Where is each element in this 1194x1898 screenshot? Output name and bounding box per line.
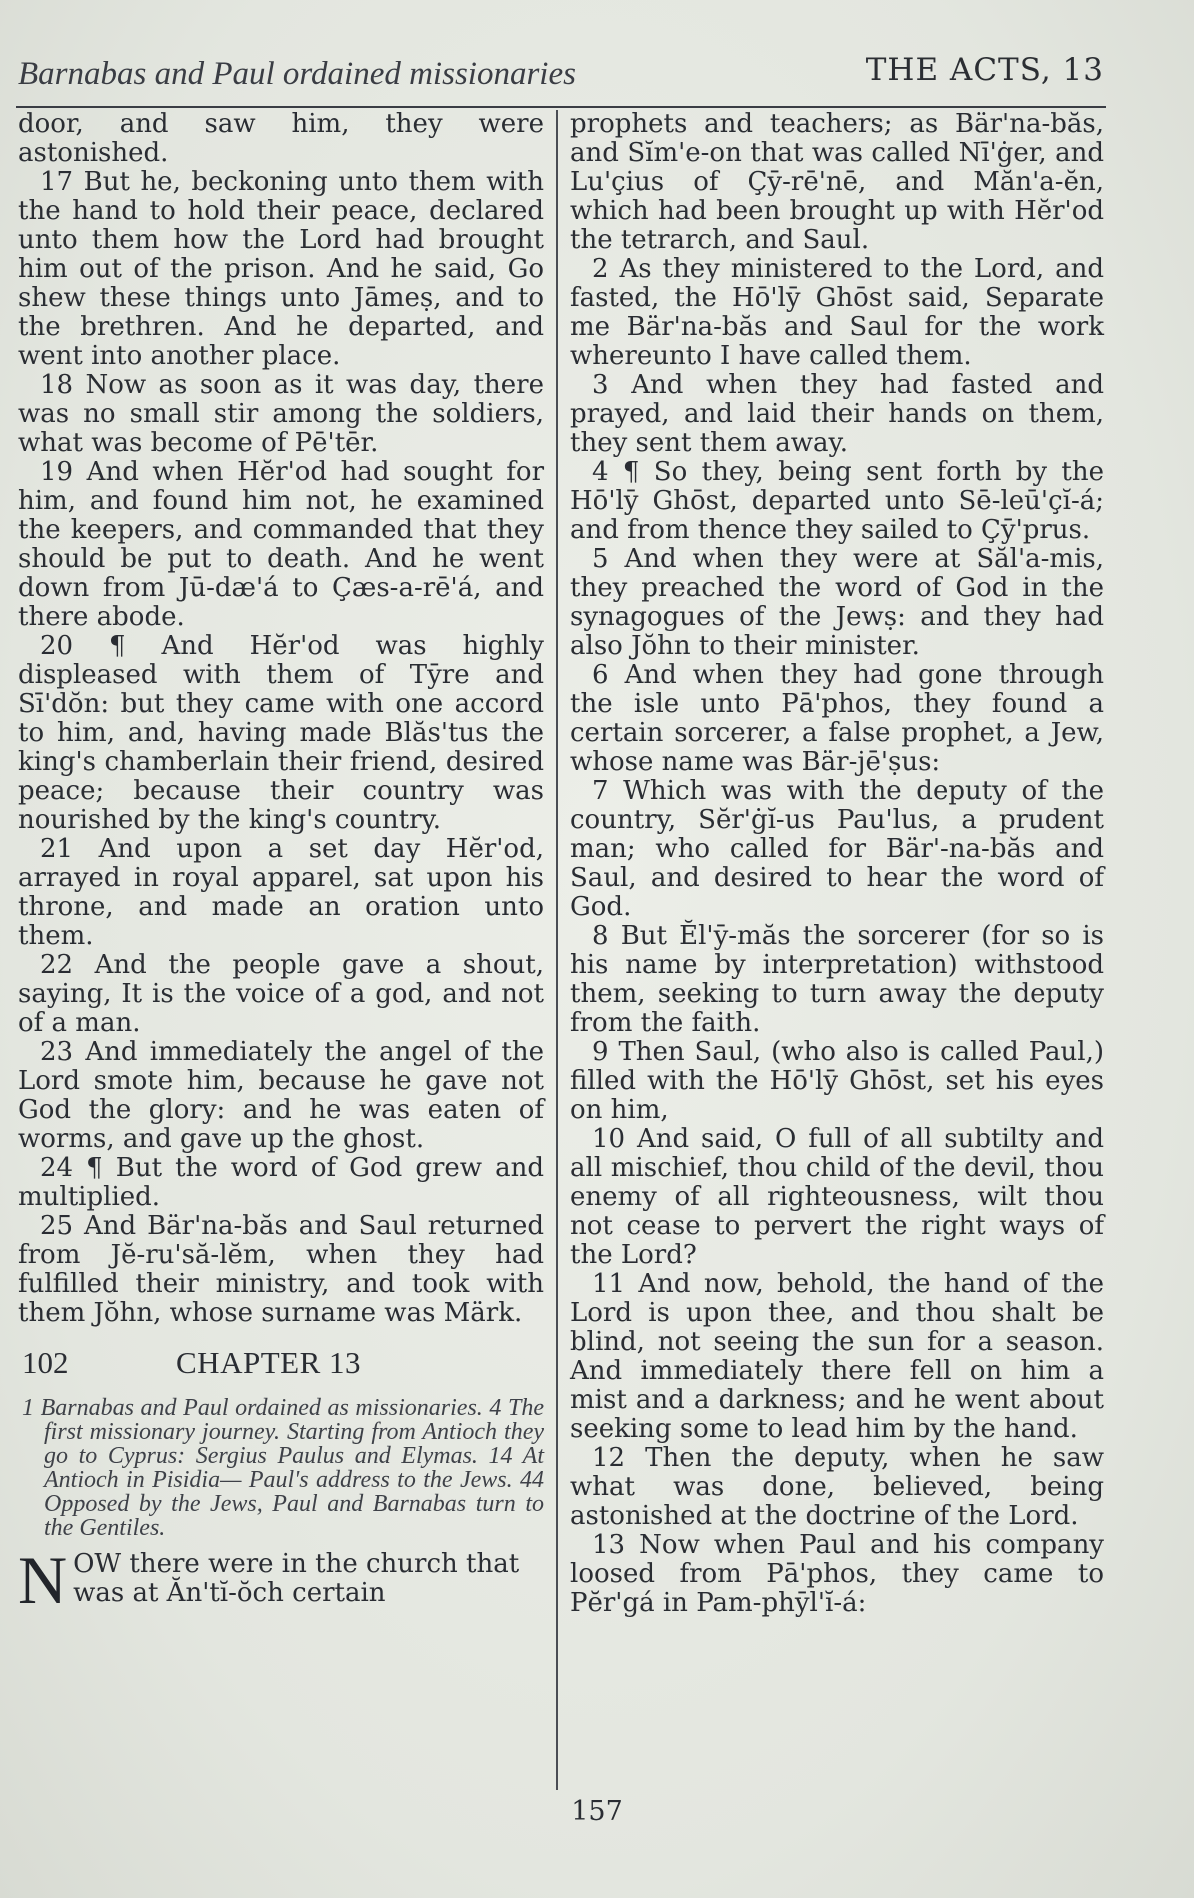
running-title: Barnabas and Paul ordained missionaries <box>18 56 576 92</box>
chapter-reference-number: 102 <box>22 1345 69 1380</box>
column-divider <box>556 110 558 1790</box>
verse-20: 20 ¶ And Hĕr'od was highly displeased with them of Tȳre and Sī'dŏn: but they came with one accord to him, and, having made Blăs'tus the king's chamberlain their friend, desired peace; because their country was nourished by the king's country. <box>18 631 544 835</box>
verse-17: 17 But he, beckoning unto them with the hand to hold their peace, declared unto them how the Lord had brought him out of the prison. And he said, Go shew these things unto Jāmeṣ, and to the brethren. And he departed, and went into another place. <box>18 167 544 371</box>
chapter-opening <box>18 1542 544 1618</box>
verse-21: 21 And upon a set day Hĕr'od, arrayed in royal apparel, sat upon his throne, and made an oration unto them. <box>18 834 544 951</box>
verse-1-continued: prophets and teachers; as Bär'na-băs, and Sĭm'e-on that was called Nī'ġer, and Lu'çius of Çȳ-rē'nē, and Măn'a-ĕn, which had been brought up with Hĕr'od the tetrarch, and Saul. <box>570 109 1104 255</box>
verse-11: 11 And now, behold, the hand of the Lord is upon thee, and thou shalt be blind, not seeing the sun for a season. And immediately there fell on him a mist and a darkness; and he went about seeking some to lead him by the hand. <box>570 1269 1104 1444</box>
chapter-title: CHAPTER 13 <box>176 1345 361 1380</box>
left-column <box>18 109 544 1618</box>
verse-12: 12 Then the deputy, when he saw what was done, believed, being astonished at the doctrine of the Lord. <box>570 1443 1104 1531</box>
verse-4: 4 ¶ So they, being sent forth by the Hō'lȳ Ghōst, departed unto Sē-leū'çĭ-á; and from thence they sailed to Çȳ'prus. <box>570 457 1104 545</box>
verse-18: 18 Now as soon as it was day, there was no small stir among the soldiers, what was become of Pē'tēr. <box>18 370 544 458</box>
verse-7: 7 Which was with the deputy of the country, Sĕr'ġĭ-us Pau'lus, a prudent man; who called for Bär'-na-băs and Saul, and desired to hear the word of God. <box>570 776 1104 922</box>
chapter-summary: 1 Barnabas and Paul ordained as missionaries. 4 The first missionary journey. Starting from Antioch they go to Cyprus: Sergius Paulus and Elymas. 14 At Antioch in Pisidia— Paul's address to the Jews. 44 Opposed by the Jews, Paul and Barnabas turn to the Gentiles. <box>22 1395 544 1541</box>
right-column <box>570 110 1104 1618</box>
book-chapter-heading: THE ACTS, 13 <box>865 52 1104 88</box>
page-header <box>18 52 1104 102</box>
verse-6: 6 And when they had gone through the isle unto Pā'phos, they found a certain sorcerer, a false prophet, a Jew, whose name was Bär-jē'ṣus: <box>570 660 1104 777</box>
chapter-heading <box>18 1346 544 1380</box>
verse-25: 25 And Bär'na-băs and Saul returned from Jĕ-ru'să-lĕm, when they had fulfilled their ministry, and took with them Jŏhn, whose surname was Märk. <box>18 1211 544 1328</box>
verse-19: 19 And when Hĕr'od had sought for him, and found him not, he examined the keepers, and commanded that they should be put to death. And he went down from Jū-dæ'á to Çæs-a-rē'á, and there abode. <box>18 457 544 632</box>
verse-13: 13 Now when Paul and his company loosed from Pā'phos, they came to Pĕr'gá in Pam-phȳl'ĭ-á: <box>570 1530 1104 1618</box>
verse-23: 23 And immediately the angel of the Lord smote him, because he gave not God the glory: and he was eaten of worms, and gave up the ghost. <box>18 1037 544 1154</box>
verse-8: 8 But Ĕl'ȳ-măs the sorcerer (for so is his name by interpretation) withstood them, seeking to turn away the deputy from the faith. <box>570 921 1104 1038</box>
verse-2: 2 As they ministered to the Lord, and fasted, the Hō'lȳ Ghōst said, Separate me Bär'na-băs and Saul for the work whereunto I have called them. <box>570 254 1104 371</box>
verse-text: door, and saw him, they were astonished. <box>18 109 544 168</box>
drop-cap: N <box>18 1542 68 1618</box>
verse-22: 22 And the people gave a shout, saying, It is the voice of a god, and not of a man. <box>18 950 544 1038</box>
verse-10: 10 And said, O full of all subtilty and all mischief, thou child of the devil, thou enemy of all righteousness, wilt thou not cease to pervert the right ways of the Lord? <box>570 1124 1104 1270</box>
verse-24: 24 ¶ But the word of God grew and multiplied. <box>18 1153 544 1212</box>
page-number: 157 <box>571 1796 623 1827</box>
header-rule <box>16 106 1106 108</box>
verse-5: 5 And when they were at Săl'a-mis, they preached the word of God in the synagogues of the Jewṣ: and they had also Jŏhn to their minister. <box>570 544 1104 661</box>
opening-text: OW there were in the church that was at Ăn'tĭ-ŏch certain <box>73 1549 520 1608</box>
verse-9: 9 Then Saul, (who also is called Paul,) filled with the Hō'lȳ Ghōst, set his eyes on him, <box>570 1037 1104 1125</box>
verse-3: 3 And when they had fasted and prayed, and laid their hands on them, they sent them away. <box>570 370 1104 458</box>
